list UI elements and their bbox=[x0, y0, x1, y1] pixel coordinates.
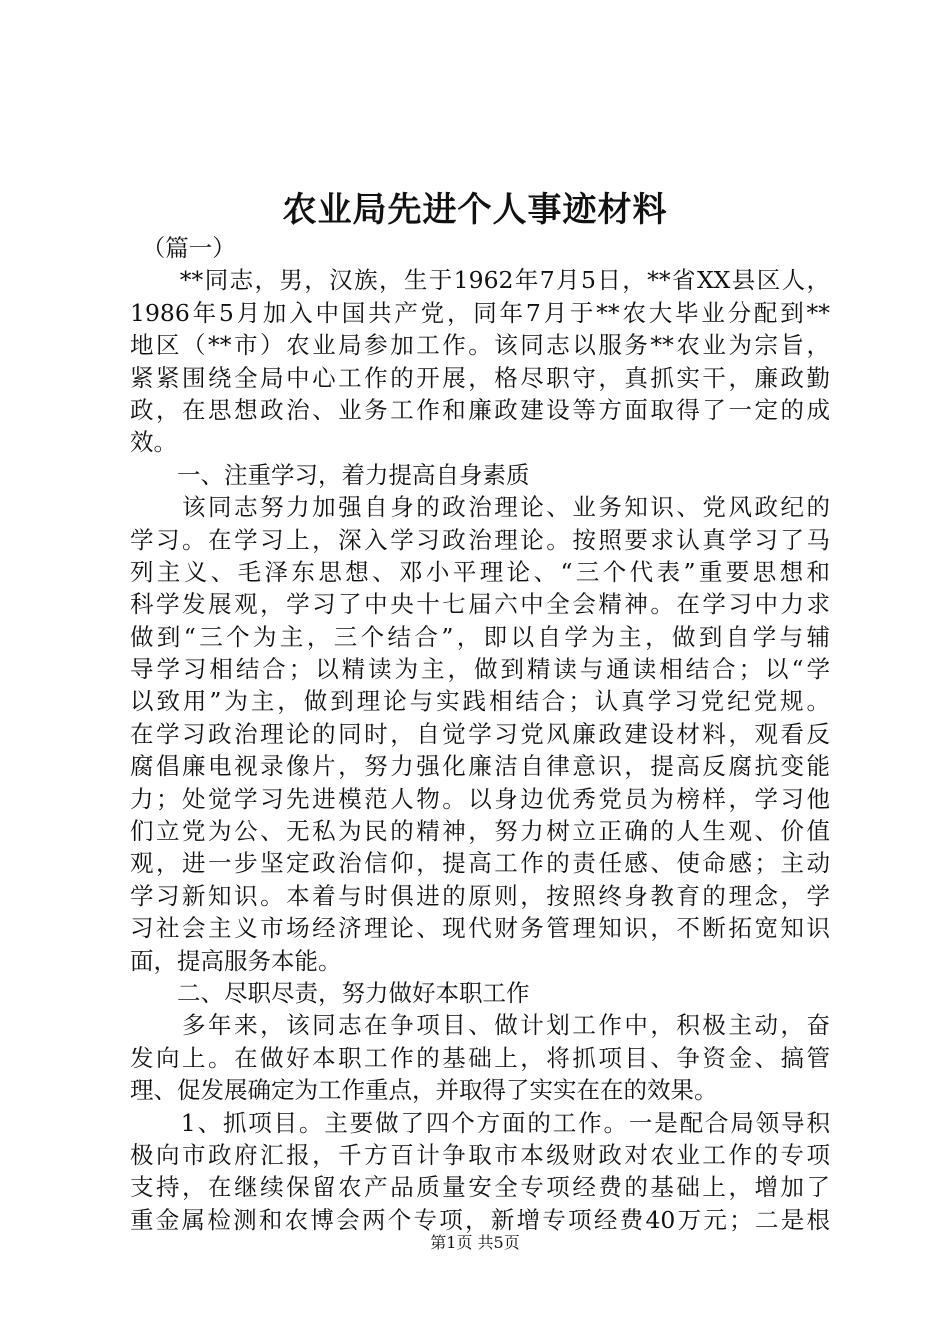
text-line: （篇一） bbox=[130, 234, 236, 262]
text-line: 观，进一步坚定政治信仰，提高工作的责任感、使命感；主动 bbox=[130, 849, 830, 878]
text-line: 一、注重学习，着力提高自身素质 bbox=[130, 460, 530, 489]
text-line: 在学习政治理论的同时，自觉学习党风廉政建设材料，观看反 bbox=[130, 719, 830, 748]
text-line: 紧紧围绕全局中心工作的开展，格尽职守，真抓实干，廉政勤 bbox=[130, 363, 830, 392]
text-line: 列主义、毛泽东思想、邓小平理论、“三个代表”重要思想和 bbox=[130, 557, 830, 586]
text-line: 效。 bbox=[130, 428, 177, 457]
text-line: 腐倡廉电视录像片，努力强化廉洁自律意识，提高反腐抗变能 bbox=[130, 752, 830, 781]
text-line: 发向上。在做好本职工作的基础上，将抓项目、争资金、搞管 bbox=[130, 1043, 830, 1072]
text-line: 以致用”为主，做到理论与实践相结合；认真学习党纪党规。 bbox=[130, 687, 830, 716]
text-line: 们立党为公、无私为民的精神，努力树立正确的人生观、价值 bbox=[130, 817, 830, 846]
text-line: 力；处觉学习先进模范人物。以身边优秀党员为榜样，学习他 bbox=[130, 784, 830, 813]
text-line: 科学发展观，学习了中央十七届六中全会精神。在学习中力求 bbox=[130, 590, 830, 619]
text-line: 重金属检测和农博会两个专项，新增专项经费40万元；二是根 bbox=[130, 1205, 830, 1234]
text-line: 二、尽职尽责，努力做好本职工作 bbox=[130, 978, 530, 1007]
page-footer: 第1页 共5页 bbox=[430, 1233, 520, 1252]
document-title: 农业局先进个人事迹材料 bbox=[282, 190, 668, 230]
text-line: 理、促发展确定为工作重点，并取得了实实在在的效果。 bbox=[130, 1076, 718, 1105]
text-line: **同志，男，汉族，生于1962年7月5日，**省XX县区人， bbox=[130, 266, 830, 295]
text-line: 该同志努力加强自身的政治理论、业务知识、党风政纪的 bbox=[130, 493, 830, 522]
text-line: 极向市政府汇报，千方百计争取市本级财政对农业工作的专项 bbox=[130, 1140, 830, 1169]
text-line: 1、抓项目。主要做了四个方面的工作。一是配合局领导积 bbox=[130, 1108, 830, 1137]
text-line: 学习新知识。本着与时俱进的原则，按照终身教育的理念，学 bbox=[130, 881, 830, 910]
text-line: 多年来，该同志在争项目、做计划工作中，积极主动，奋 bbox=[130, 1011, 830, 1040]
text-line: 支持，在继续保留农产品质量安全专项经费的基础上，增加了 bbox=[130, 1173, 830, 1202]
text-line: 面，提高服务本能。 bbox=[130, 946, 342, 975]
text-line: 1986年5月加入中国共产党，同年7月于**农大毕业分配到** bbox=[130, 298, 830, 327]
text-line: 习社会主义市场经济理论、现代财务管理知识，不断拓宽知识 bbox=[130, 914, 830, 943]
text-line: 导学习相结合；以精读为主，做到精读与通读相结合；以“学 bbox=[130, 655, 830, 684]
document-body bbox=[130, 232, 830, 1236]
text-line: 做到“三个为主，三个结合”，即以自学为主，做到自学与辅 bbox=[130, 622, 830, 651]
text-line: 学习。在学习上，深入学习政治理论。按照要求认真学习了马 bbox=[130, 525, 830, 554]
text-line: 政，在思想政治、业务工作和廉政建设等方面取得了一定的成 bbox=[130, 395, 830, 424]
text-line: 地区（**市）农业局参加工作。该同志以服务**农业为宗旨， bbox=[130, 331, 830, 360]
